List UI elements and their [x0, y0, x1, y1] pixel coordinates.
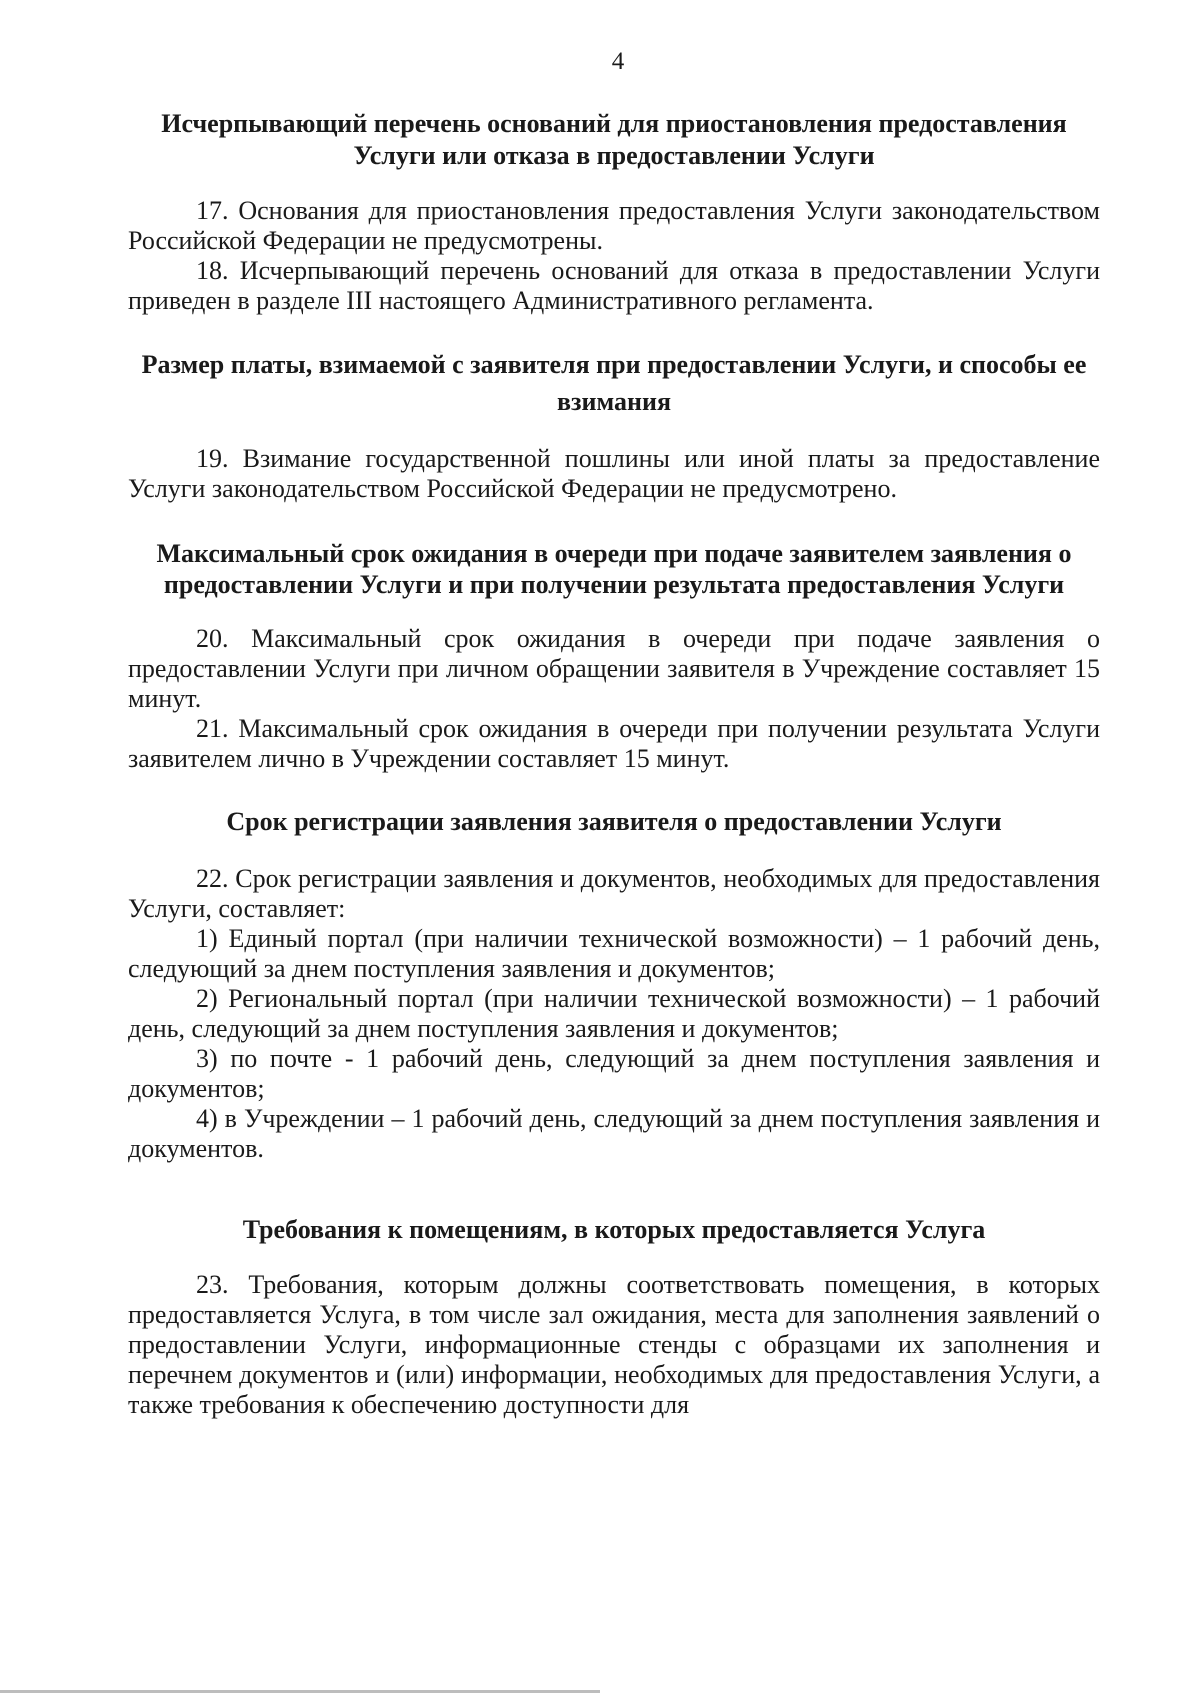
paragraph-21: 21. Максимальный срок ожидания в очереди при получении результата Услуги заявителем лично в Учреждении составляет 15 минут. — [128, 714, 1100, 773]
paragraph-22: 22. Срок регистрации заявления и документов, необходимых для предоставления Услуги, составляет: — [128, 864, 1100, 923]
paragraph-18: 18. Исчерпывающий перечень оснований для отказа в предоставлении Услуги приведен в разделе III настоящего Административного регламента. — [128, 256, 1100, 315]
section-heading-fee: Размер платы, взимаемой с заявителя при предоставлении Услуги, и способы ее взимания — [141, 350, 1087, 416]
paragraph-20: 20. Максимальный срок ожидания в очереди при подаче заявления о предоставлении Услуги при личном обращении заявителя в Учреждение составляет 15 минут. — [128, 624, 1100, 713]
list-item-unified-portal: 1) Единый портал (при наличии технической возможности) – 1 рабочий день, следующий за днем поступления заявления и документов; — [128, 924, 1100, 983]
scan-edge-line — [0, 1690, 600, 1693]
paragraph-19: 19. Взимание государственной пошлины или иной платы за предоставление Услуги законодательством Российской Федерации не предусмотрено. — [128, 444, 1100, 503]
section-heading-registration-time: Срок регистрации заявления заявителя о предоставлении Услуги — [226, 807, 1002, 836]
page-content — [128, 108, 1100, 1420]
section-heading-premises-requirements: Требования к помещениям, в которых предоставляется Услуга — [242, 1215, 986, 1244]
list-item-regional-portal: 2) Региональный портал (при наличии технической возможности) – 1 рабочий день, следующий за днем поступления заявления и документов; — [128, 984, 1100, 1043]
section-heading-queue-time: Максимальный срок ожидания в очереди при подаче заявителем заявления о предоставлении Услуги и при получении результата предоставления Услуги — [156, 539, 1072, 599]
list-item-mail: 3) по почте - 1 рабочий день, следующий за днем поступления заявления и документов; — [128, 1044, 1100, 1103]
paragraph-17: 17. Основания для приостановления предоставления Услуги законодательством Российской Федерации не предусмотрены. — [128, 196, 1100, 255]
section-heading-suspension-grounds: Исчерпывающий перечень оснований для приостановления предоставления Услуги или отказа в предоставлении Услуги — [161, 109, 1067, 170]
list-item-institution: 4) в Учреждении – 1 рабочий день, следующий за днем поступления заявления и документов. — [128, 1104, 1100, 1163]
page-number: 4 — [611, 48, 625, 75]
paragraph-23: 23. Требования, которым должны соответствовать помещения, в которых предоставляется Услуга, в том числе зал ожидания, места для заполнения заявлений о предоставлении Услуги, информационные стенды с образцами их заполнения и перечнем документов и (или) информации, необходимых для предоставления Услуги, а также требования к обеспечению доступности для — [128, 1270, 1100, 1419]
